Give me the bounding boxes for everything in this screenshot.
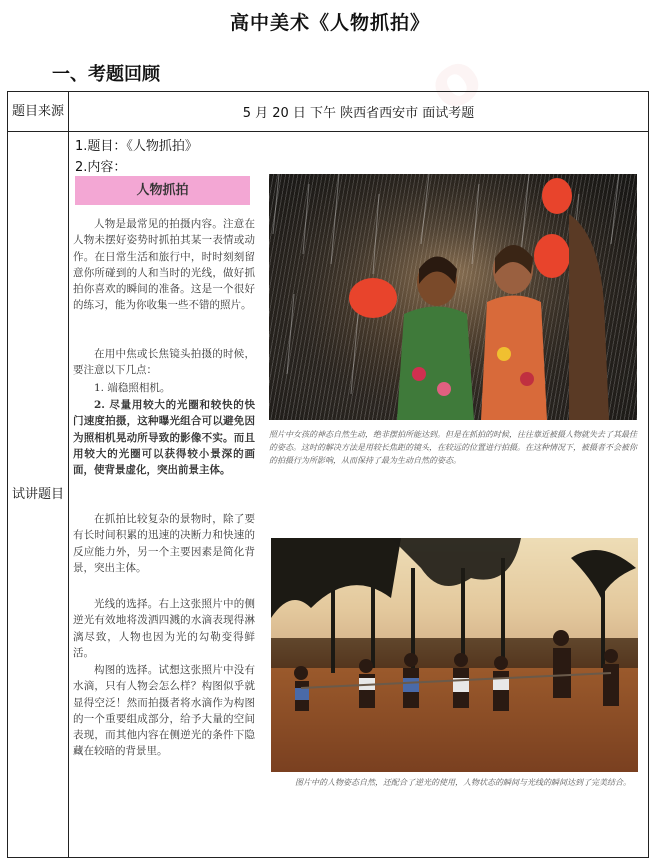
paragraph: 构图的选择。试想这张照片中没有水滴，只有人物会怎么样？构图似乎就显得空泛！然而拍摄者将水滴作为构图的一个重要组成部分，给予大量的空间表现，而其他内容在侧逆光的条件下隐藏在较暗的背景里。 xyxy=(73,664,255,758)
topic-line: 1.题目：《人物抓拍》 xyxy=(75,139,198,154)
photo-children-sunset xyxy=(271,538,638,772)
source-value: 5 月 20 日 下午 陕西省西安市 面试考题 xyxy=(69,92,649,132)
source-label: 题目来源 xyxy=(8,92,69,132)
topic-content xyxy=(69,132,649,858)
paragraph: 人物是最常见的拍摄内容。注意在人物未摆好姿势时抓拍其某一表情或动作。在日常生活和旅行中，时时刻刻留意你所碰到的人和当时的光线，做好抓拍你喜欢的瞬间的准备。这是一个很好的练习，能为你收集一些不错的照片。 xyxy=(73,218,255,312)
topic-label: 试讲题目 xyxy=(8,132,69,858)
paragraph: 2. 尽量用较大的光圈和较快的快门速度拍摄，这种曝光组合可以避免因为照相机晃动所导致的影像不实。而且用较大的光圈可以获得较小景深的画面，使背景虚化，突出前景主体。 xyxy=(73,399,255,477)
exam-table xyxy=(7,91,649,858)
content-line: 2.内容： xyxy=(75,160,127,175)
table-row xyxy=(8,92,649,132)
textbook-page xyxy=(73,176,640,856)
photo1-caption: 照片中女孩的神态自然生动，绝非摆拍所能达到。但是在抓拍的时候，往往靠近被摄人物就失去了其最佳的姿态。这时的解决方法是用较长焦距的镜头，在较远的位置进行拍摄。在这种情况下，被摄者不会被你的拍摄行为所影响，从而保持了最为生动自然的姿态。 xyxy=(269,430,637,465)
paragraph: 在抓拍比较复杂的景物时，除了要有长时间积累的迅速的决断力和快速的反应能力外，另一个主要因素是简化背景，突出主体。 xyxy=(73,513,255,574)
watermark: o xyxy=(410,33,498,129)
table-row xyxy=(8,132,649,858)
paragraph: 1. 端稳照相机。 xyxy=(94,382,171,394)
photo2-caption: 图片中的人物姿态自然，还配合了逆光的使用，人物状态的瞬间与光线的瞬间达到了完美结合。 xyxy=(295,778,631,787)
photo-girls-water xyxy=(269,174,637,420)
page-title: 高中美术《人物抓拍》 xyxy=(229,12,430,34)
section-heading: 一、考题回顾 xyxy=(52,64,160,85)
textbook-heading: 人物抓拍 xyxy=(75,176,250,205)
paragraph: 光线的选择。右上这张照片中的侧逆光有效地将泼洒四溅的水滴表现得淋漓尽致，人物也因为光的勾勒变得鲜活。 xyxy=(73,598,255,659)
paragraph: 在用中焦或长焦镜头拍摄的时候，要注意以下几点： xyxy=(73,348,255,377)
